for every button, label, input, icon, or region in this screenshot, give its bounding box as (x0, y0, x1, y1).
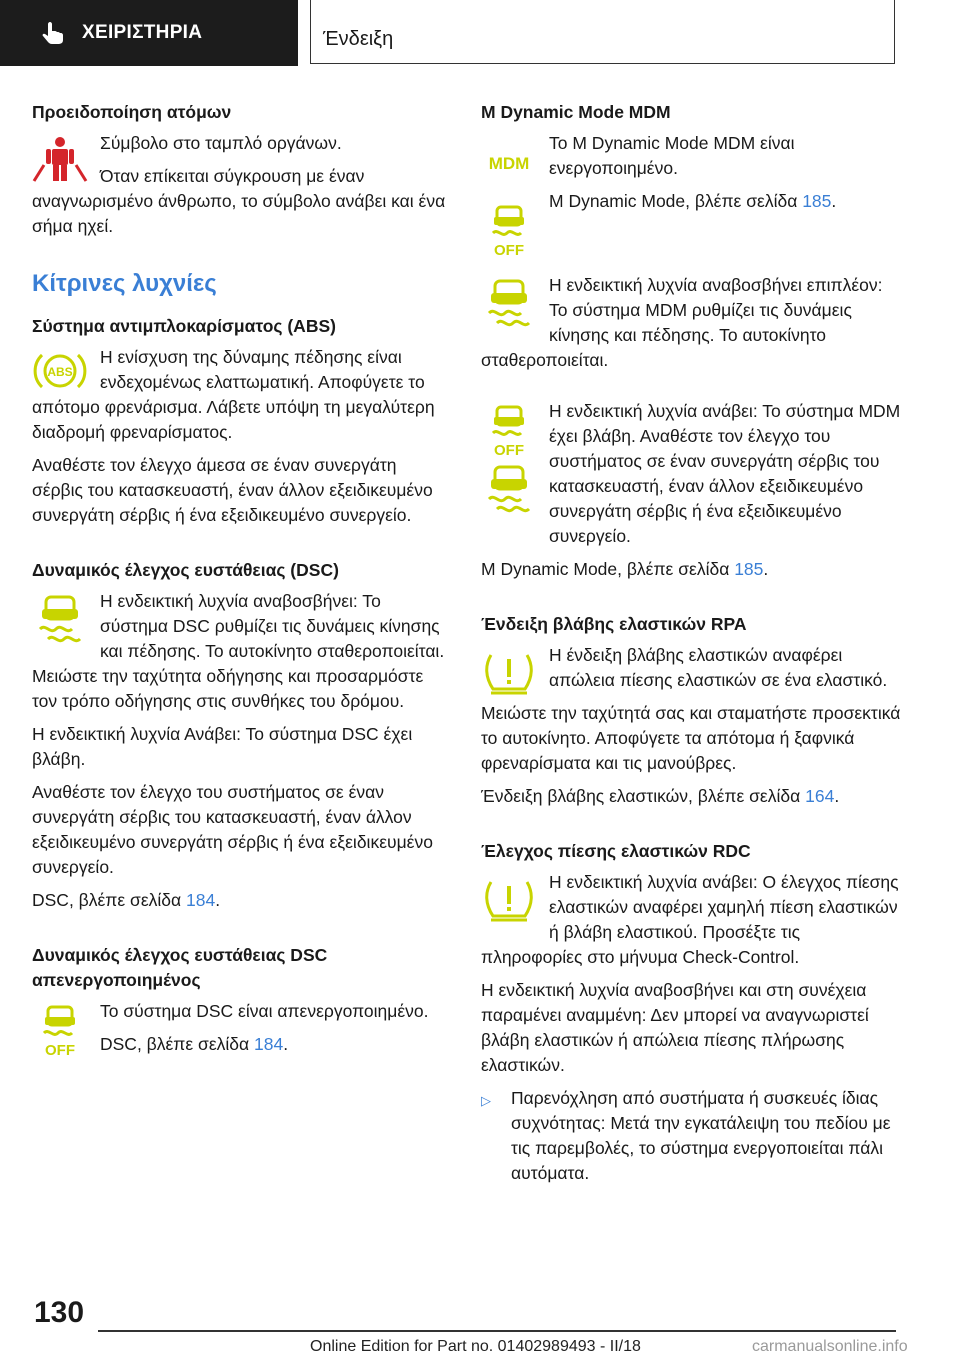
section-title-occupant-warning: Προειδοποίηση ατόμων (32, 102, 232, 122)
rdc-text-2: Η ενδεικτική λυχνία αναβοσβήνει και στη συνέχεια παραμένει αναμμένη: Δεν μπορεί να αναγνωριστεί βλάβη ελαστικών ή απώλεια πίεσης πλήρωσης ελαστικών. (481, 980, 869, 1075)
occupant-text-2: Όταν επίκειται σύγκρουση με έναν αναγνωρισμένο άνθρωπο, το σύμβολο ανάβει και ένα σήμα ηχεί. (32, 166, 446, 236)
hand-pointer-icon (42, 21, 64, 45)
footer-divider (98, 1330, 896, 1332)
svg-text:ABS: ABS (47, 365, 73, 379)
rdc-bullet-item (481, 1086, 901, 1186)
rpa-text-2: Μειώστε την ταχύτητά σας και σταματήστε προσεκτικά το αυτοκίνητο. Αποφύγετε τα απότομα ή ξαφνικά φρεναρίσματα και τις μανούβρες. (481, 703, 901, 773)
svg-text:OFF: OFF (45, 1042, 75, 1059)
mdm-reference-1: M Dynamic Mode, βλέπε σελίδα 185. (549, 191, 837, 211)
mdm-text-2: Η ενδεικτική λυχνία αναβοσβήνει επιπλέον: Το σύστημα MDM ρυθμίζει τις δυνάμεις κίνησης και πέδησης. Το αυτοκίνητο σταθεροποιείται. (481, 275, 883, 370)
section-title-rdc: Έλεγχος πίεσης ελαστικών RDC (481, 841, 751, 861)
mdm-page-link-1[interactable]: 185 (802, 191, 832, 211)
abs-text-1: Η ενίσχυση της δύναμης πέδησης είναι ενδεχομένως ελαττωματική. Αποφύγετε το απότομο φρενάρισμα. Λάβετε υπόψη τη μεγαλύτερη διαδρομή φρεναρίσματος. (32, 347, 435, 442)
triangle-bullet-icon: ▷ (481, 1093, 491, 1108)
svg-text:OFF: OFF (494, 242, 524, 259)
page-header (0, 0, 960, 66)
svg-text:MDM: MDM (488, 154, 530, 173)
dsc-text-2: Η ενδεικτική λυχνία Ανάβει: Το σύστημα DSC έχει βλάβη. (32, 724, 413, 769)
abs-text-2: Αναθέστε τον έλεγχο άμεσα σε έναν συνεργάτη σέρβις του κατασκευαστή, έναν άλλον εξειδικευμένο συνεργάτη σέρβις ή ένα εξειδικευμένο συνεργείο. (32, 455, 433, 525)
mdm-icon (481, 135, 545, 259)
tire-pressure-warning-icon (481, 647, 545, 697)
mdm-page-link-2[interactable]: 185 (734, 559, 764, 579)
dsc-text-3: Αναθέστε τον έλεγχο του συστήματος σε έναν συνεργάτη σέρβις του κατασκευαστή, έναν άλλον εξειδικευμένο συνεργάτη σέρβις ή ένα εξειδικευμένο συνεργείο. (32, 782, 433, 877)
dsc-off-text-1: Το σύστημα DSC είναι απενεργοποιημένο. (100, 1001, 429, 1021)
abs-icon (32, 349, 96, 393)
mdm-text-1: Το M Dynamic Mode MDM είναι ενεργοποιημένο. (549, 133, 795, 178)
page-number: 130 (34, 1296, 85, 1329)
rpa-text-1: Η ένδειξη βλάβης ελαστικών αναφέρει απώλεια πίεσης ελαστικών σε ένα ελαστικό. (549, 645, 888, 690)
rdc-tire-pressure-icon (481, 874, 545, 924)
dsc-off-page-link[interactable]: 184 (254, 1034, 284, 1054)
svg-text:OFF: OFF (494, 442, 524, 459)
rpa-page-link[interactable]: 164 (805, 786, 835, 806)
dsc-skid-icon (32, 593, 96, 649)
pedestrian-warning-icon (32, 135, 96, 183)
dsc-text-1: Η ενδεικτική λυχνία αναβοσβήνει: Το σύστημα DSC ρυθμίζει τις δυνάμεις κίνησης και πέδησης. Το αυτοκίνητο σταθεροποιείται. Μειώστε την ταχύτητα οδήγησης και προσαρμόστε τον τρόπο οδήγησης στις συνθήκες του δρόμου. (32, 591, 445, 711)
page-tab-label: Ένδειξη (323, 28, 394, 50)
mdm-skid-icon (481, 277, 545, 333)
rdc-text-1: Η ενδεικτική λυχνία ανάβει: Ο έλεγχος πίεσης ελαστικών αναφέρει χαμηλή πίεση ελαστικών ή βλάβη ελαστικού. Προσέξτε τις πληροφορίες στο μήνυμα Check-Control. (481, 872, 899, 967)
dsc-reference: DSC, βλέπε σελίδα 184. (32, 890, 221, 910)
section-title-dsc-off: Δυναμικός έλεγχος ευστάθειας DSC απενεργοποιημένος (32, 945, 328, 990)
section-title-rpa: Ένδειξη βλάβης ελαστικών RPA (481, 614, 747, 634)
section-title-mdm: M Dynamic Mode MDM (481, 102, 671, 122)
section-title-abs: Σύστημα αντιμπλοκαρίσματος (ABS) (32, 316, 336, 336)
edition-text: Online Edition for Part no. 01402989493 - II/18 (310, 1338, 641, 1355)
right-column (481, 100, 901, 1186)
section-tab[interactable] (0, 0, 298, 66)
section-title-dsc: Δυναμικός έλεγχος ευστάθειας (DSC) (32, 560, 339, 580)
mdm-reference-2: M Dynamic Mode, βλέπε σελίδα 185. (481, 559, 769, 579)
heading-yellow-lamps: Κίτρινες λυχνίες (32, 270, 217, 297)
page-tab[interactable] (310, 0, 895, 64)
left-column (32, 100, 450, 1065)
dsc-off-icon (32, 1003, 96, 1059)
occupant-text-1: Σύμβολο στο ταμπλό οργάνων. (100, 133, 342, 153)
mdm-text-3: Η ενδεικτική λυχνία ανάβει: Το σύστημα MDM έχει βλάβη. Αναθέστε τον έλεγχο του συστήματος σε έναν συνεργάτη σέρβις του κατασκευαστή, έναν άλλον εξειδικευμένο συνεργάτη σέρβις ή ένα εξειδικευμένο συνεργείο. (549, 401, 901, 546)
mdm-fault-icon (481, 403, 545, 527)
section-tab-label: ΧΕΙΡΙΣΤΗΡΙΑ (82, 22, 203, 43)
rpa-reference: Ένδειξη βλάβης ελαστικών, βλέπε σελίδα 164. (481, 786, 840, 806)
watermark: carmanualsonline.info (752, 1338, 908, 1355)
dsc-page-link[interactable]: 184 (186, 890, 216, 910)
rdc-bullet-text: Παρενόχληση από συστήματα ή συσκευές ίδιας συχνότητας: Μετά την εγκατάλειψη του πεδίου με τις παρεμβολές, το σύστημα ενεργοποιείται πάλι αυτόματα. (511, 1088, 891, 1183)
dsc-off-reference: DSC, βλέπε σελίδα 184. (100, 1034, 289, 1054)
